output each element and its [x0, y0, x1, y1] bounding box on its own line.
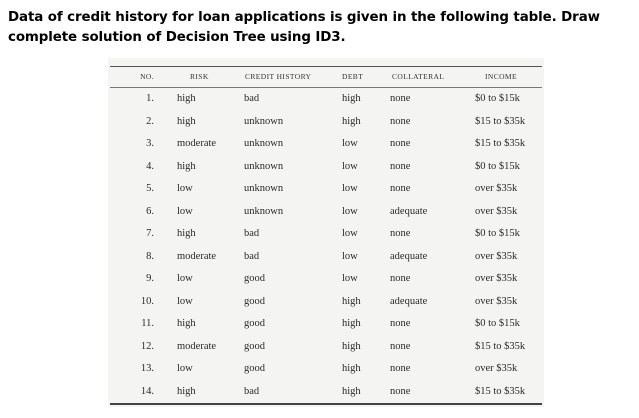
cell-income: over $35k [475, 273, 518, 284]
question-text: Data of credit history for loan applications is given in the following table. Draw complete solution of Decision Tree using ID3. [8, 10, 600, 45]
cell-collateral: adequate [390, 295, 428, 307]
cell-no: 7. [146, 228, 154, 239]
cell-risk: low [177, 205, 193, 217]
cell-collateral: none [390, 93, 411, 104]
cell-collateral: none [390, 385, 411, 397]
cell-collateral: none [390, 363, 411, 374]
cell-no: 11. [141, 318, 154, 329]
cell-debt: low [342, 160, 358, 172]
cell-risk: high [177, 385, 196, 397]
table-header-row [110, 67, 542, 87]
cell-income: over $35k [475, 295, 518, 307]
table-row [110, 156, 542, 179]
cell-no: 13. [140, 363, 154, 374]
cell-debt: low [342, 205, 358, 217]
cell-no: 10. [140, 295, 154, 307]
cell-collateral: none [390, 183, 411, 194]
cell-credit-history: unknown [244, 138, 284, 149]
cell-no: 4. [146, 160, 154, 172]
cell-income: over $35k [475, 183, 518, 194]
cell-debt: high [342, 93, 361, 104]
cell-debt: low [342, 273, 358, 284]
cell-credit-history: bad [244, 228, 260, 239]
cell-income: $0 to $15k [475, 160, 520, 172]
cell-risk: low [177, 273, 193, 284]
cell-income: over $35k [475, 363, 518, 374]
cell-credit-history: good [244, 318, 265, 329]
table-bottom-rule [110, 403, 542, 405]
cell-income: $15 to $35k [475, 340, 526, 352]
table-row [110, 291, 542, 314]
credit-history-table [110, 66, 542, 405]
table-row [110, 358, 542, 381]
cell-collateral: none [390, 340, 411, 352]
cell-no: 3. [146, 138, 154, 149]
header-debt: DEBT [342, 72, 364, 81]
cell-collateral: none [390, 138, 411, 149]
cell-debt: low [342, 183, 358, 194]
cell-collateral: adequate [390, 205, 428, 217]
cell-risk: low [177, 295, 193, 307]
cell-debt: high [342, 363, 361, 374]
cell-no: 2. [146, 115, 154, 127]
cell-collateral: none [390, 228, 411, 239]
cell-credit-history: bad [244, 250, 260, 262]
cell-credit-history: good [244, 295, 265, 307]
cell-no: 5. [146, 183, 154, 194]
cell-debt: high [342, 318, 361, 329]
cell-credit-history: good [244, 273, 265, 284]
cell-debt: high [342, 115, 361, 127]
table-row [110, 246, 542, 269]
cell-risk: high [177, 318, 196, 329]
header-collateral: COLLATERAL [392, 72, 445, 81]
header-no: NO. [140, 72, 154, 81]
cell-income: over $35k [475, 205, 518, 217]
header-risk: RISK [190, 72, 209, 81]
cell-income: over $35k [475, 250, 518, 262]
table-row [110, 223, 542, 246]
cell-no: 1. [146, 93, 154, 104]
table-row [110, 201, 542, 224]
cell-income: $0 to $15k [475, 93, 520, 104]
table-row [110, 313, 542, 336]
table-row [110, 111, 542, 134]
cell-collateral: none [390, 318, 411, 329]
cell-credit-history: unknown [244, 160, 284, 172]
cell-no: 9. [146, 273, 154, 284]
cell-risk: moderate [177, 340, 217, 352]
cell-debt: low [342, 138, 358, 149]
header-income: INCOME [485, 72, 517, 81]
cell-no: 8. [146, 250, 154, 262]
table-row [110, 268, 542, 291]
cell-risk: high [177, 115, 196, 127]
table-body [110, 88, 542, 403]
cell-no: 6. [146, 205, 154, 217]
cell-debt: high [342, 340, 361, 352]
cell-income: $0 to $15k [475, 228, 520, 239]
cell-debt: high [342, 385, 361, 397]
cell-income: $15 to $35k [475, 115, 526, 127]
table-row [110, 178, 542, 201]
cell-collateral: adequate [390, 250, 428, 262]
cell-risk: high [177, 93, 196, 104]
cell-credit-history: good [244, 340, 265, 352]
table-row [110, 133, 542, 156]
header-credit-history: CREDIT HISTORY [245, 72, 312, 81]
cell-credit-history: unknown [244, 183, 284, 194]
cell-credit-history: bad [244, 93, 260, 104]
table-row [110, 381, 542, 404]
table-row [110, 336, 542, 359]
cell-credit-history: bad [244, 385, 260, 397]
cell-risk: moderate [177, 250, 217, 262]
table-row [110, 88, 542, 111]
cell-risk: high [177, 160, 196, 172]
cell-debt: high [342, 295, 361, 307]
cell-risk: low [177, 183, 193, 194]
cell-credit-history: unknown [244, 115, 284, 127]
cell-risk: moderate [177, 138, 217, 149]
cell-credit-history: unknown [244, 205, 284, 217]
cell-income: $15 to $35k [475, 385, 526, 397]
cell-income: $15 to $35k [475, 138, 526, 149]
cell-no: 14. [140, 385, 154, 397]
cell-collateral: none [390, 160, 411, 172]
cell-risk: low [177, 363, 193, 374]
cell-credit-history: good [244, 363, 265, 374]
cell-collateral: none [390, 115, 411, 127]
cell-income: $0 to $15k [475, 318, 520, 329]
cell-risk: high [177, 228, 196, 239]
cell-debt: low [342, 250, 358, 262]
cell-collateral: none [390, 273, 411, 284]
cell-no: 12. [140, 340, 154, 352]
cell-debt: low [342, 228, 358, 239]
